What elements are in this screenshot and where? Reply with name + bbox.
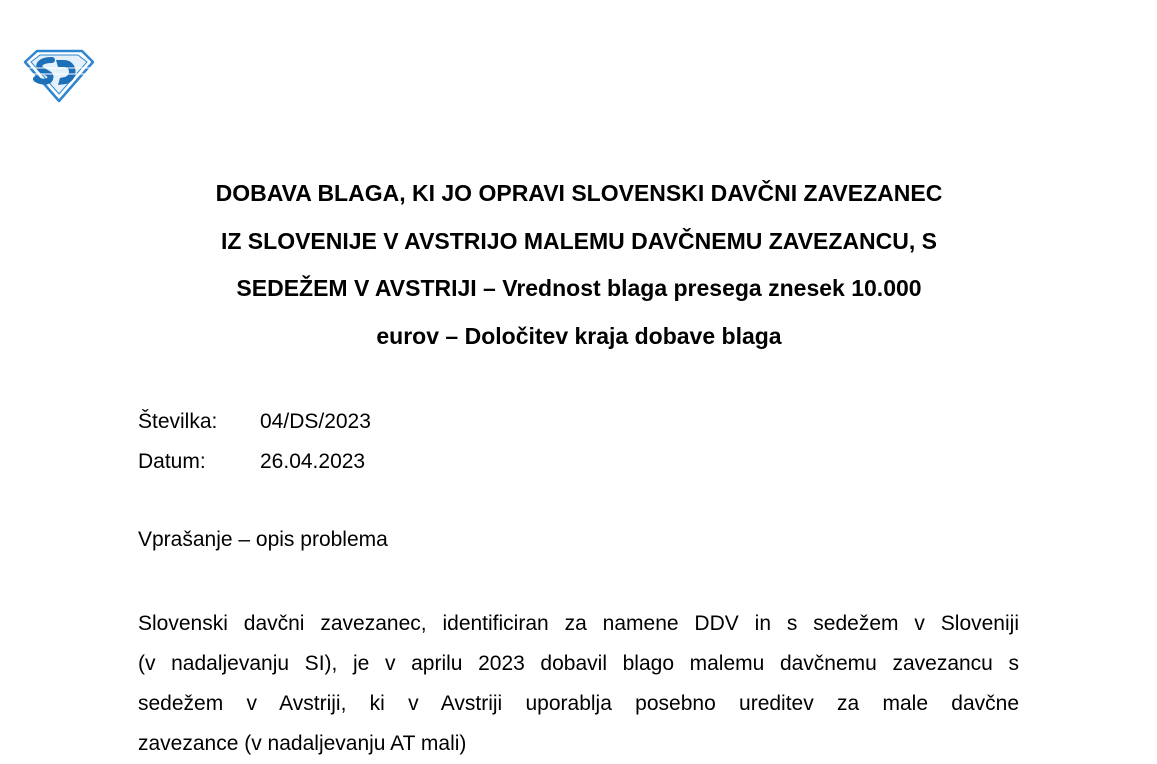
document-title [120,170,1038,360]
body-line: sedežem v Avstriji, ki v Avstriji uporablja posebno ureditev za male davčne [138,692,1019,715]
body-line: (v nadaljevanju SI), je v aprilu 2023 dobavil blago malemu davčnemu zavezancu s [138,652,1019,675]
title-line: DOBAVA BLAGA, KI JO OPRAVI SLOVENSKI DAVČNI ZAVEZANEC [215,180,943,206]
date-value: 26.04.2023 [260,450,366,473]
body-line: zavezance (v nadaljevanju AT mali) [138,732,467,755]
document-meta [138,402,371,482]
title-line: eurov – Določitev kraja dobave blaga [376,322,782,349]
number-row [138,402,371,442]
date-row [138,442,371,482]
title-line: IZ SLOVENIJE V AVSTRIJO MALEMU DAVČNEMU ZAVEZANCU, S [220,227,938,254]
section-heading: Vprašanje – opis problema [138,528,388,551]
svg-text:SD: SD [58,88,60,89]
sd-shield-logo-icon [22,48,96,104]
date-label: Datum: [138,450,206,473]
number-value: 04/DS/2023 [260,410,371,433]
body-paragraph [138,604,1019,764]
body-line: Slovenski davčni zavezanec, identificiran za namene DDV in s sedežem v Sloveniji [138,612,1019,635]
number-label: Številka: [138,410,218,433]
title-line: SEDEŽEM V AVSTRIJI – Vrednost blaga presega znesek 10.000 [236,275,922,301]
